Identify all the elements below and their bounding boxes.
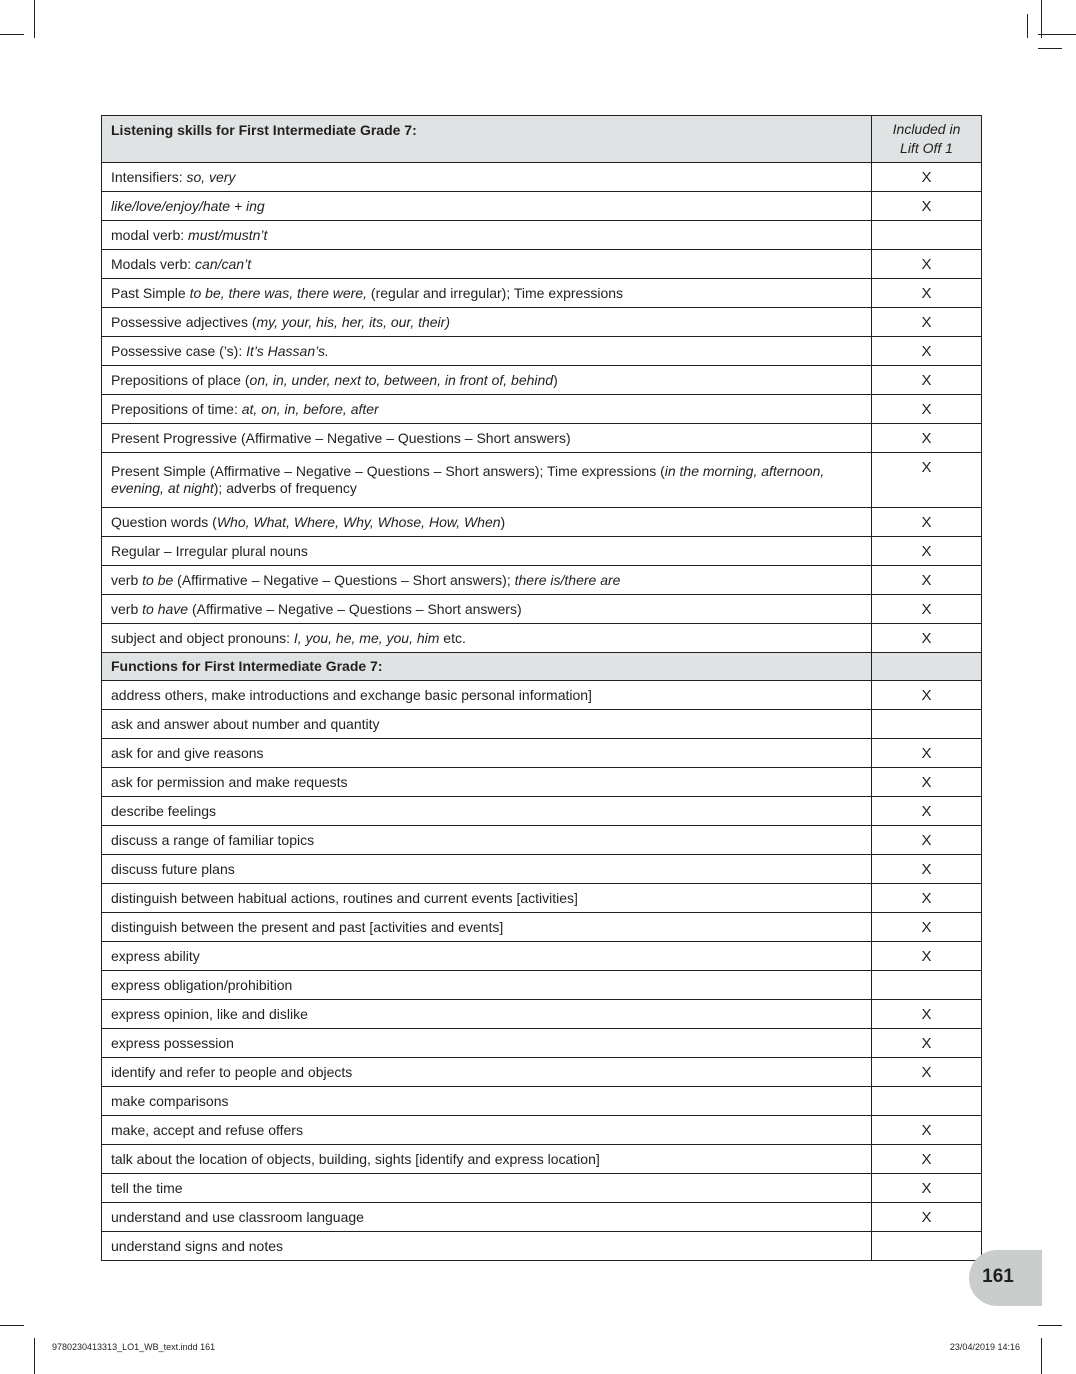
table-row (102, 1058, 982, 1087)
included-mark: X (872, 537, 982, 566)
skill-cell (102, 366, 872, 395)
slug-right: 23/04/2019 14:16 (949, 1342, 1020, 1352)
table-row (102, 1087, 982, 1116)
table-row (102, 913, 982, 942)
included-mark: X (872, 1203, 982, 1232)
listening-skills-heading: Listening skills for First Intermediate Grade 7: (102, 116, 872, 163)
table-row (102, 337, 982, 366)
included-mark: X (872, 739, 982, 768)
skill-cell (102, 537, 872, 566)
table-row (102, 855, 982, 884)
included-mark: X (872, 424, 982, 453)
included-mark: X (872, 624, 982, 653)
table-row (102, 942, 982, 971)
included-mark (872, 710, 982, 739)
function-rows (102, 681, 982, 1261)
skill-cell (102, 566, 872, 595)
table-row (102, 250, 982, 279)
included-mark (872, 971, 982, 1000)
table-row (102, 971, 982, 1000)
skill-cell: understand signs and notes (102, 1232, 872, 1261)
skill-cell: ask for and give reasons (102, 739, 872, 768)
included-mark: X (872, 192, 982, 221)
skill-cell (102, 250, 872, 279)
included-mark (872, 1087, 982, 1116)
table-row (102, 710, 982, 739)
included-mark: X (872, 250, 982, 279)
example-text: there is/there are (514, 571, 621, 588)
example-text: so, very (186, 168, 236, 185)
table-row (102, 508, 982, 537)
table-row (102, 192, 982, 221)
skill-cell: express opinion, like and dislike (102, 1000, 872, 1029)
skill-cell (102, 595, 872, 624)
included-mark: X (872, 1029, 982, 1058)
skill-text: Regular – Irregular plural nouns (111, 542, 308, 559)
skill-text: Prepositions of time: (111, 400, 242, 417)
table-row (102, 681, 982, 710)
table-row (102, 1203, 982, 1232)
page-number: 161 (982, 1266, 1014, 1287)
example-text: to be, there was, there were, (189, 284, 368, 301)
skill-text: ) (500, 513, 506, 530)
skill-text: (Affirmative – Negative – Questions – Short answers) (188, 600, 522, 617)
included-mark: X (872, 566, 982, 595)
included-mark: X (872, 913, 982, 942)
included-mark: X (872, 337, 982, 366)
skill-cell: distinguish between the present and past [activities and events] (102, 913, 872, 942)
table-row (102, 221, 982, 250)
skill-text: Intensifiers: (111, 168, 187, 185)
skill-cell (102, 508, 872, 537)
example-text: to be (142, 571, 174, 588)
skill-text: (regular and irregular); Time expressions (367, 284, 624, 301)
skill-cell (102, 424, 872, 453)
skill-cell: address others, make introductions and exchange basic personal information] (102, 681, 872, 710)
skill-text: Possessive adjectives ( (111, 313, 257, 330)
example-text: on, in, under, next to, between, in front of, behind (249, 371, 554, 388)
table-row (102, 453, 982, 508)
table-row (102, 395, 982, 424)
skill-cell (102, 279, 872, 308)
example-text: like/love/enjoy/hate + ing (111, 197, 265, 214)
table-row (102, 308, 982, 337)
table-row (102, 595, 982, 624)
included-mark: X (872, 595, 982, 624)
table-row (102, 1000, 982, 1029)
included-mark: X (872, 768, 982, 797)
table-row (102, 566, 982, 595)
skill-text: Present Progressive (Affirmative – Negative – Questions – Short answers) (111, 429, 571, 446)
example-text: in the morning, afternoon, evening, at night (111, 463, 825, 496)
crop-mark (1038, 48, 1062, 49)
table-row (102, 424, 982, 453)
example-text: at, on, in, before, after (241, 400, 379, 417)
skill-text: Present Simple (Affirmative – Negative – Questions – Short answers); Time expressions ( (111, 463, 665, 479)
included-mark: X (872, 366, 982, 395)
grammar-rows (102, 163, 982, 653)
skill-cell: tell the time (102, 1174, 872, 1203)
skill-cell: distinguish between habitual actions, routines and current events [activities] (102, 884, 872, 913)
included-mark: X (872, 308, 982, 337)
crop-mark (1027, 14, 1028, 38)
skill-text: verb (111, 571, 143, 588)
table-row (102, 739, 982, 768)
skill-cell: discuss a range of familiar topics (102, 826, 872, 855)
table-row (102, 1116, 982, 1145)
skill-text: modal verb: (111, 226, 189, 243)
included-mark: X (872, 1116, 982, 1145)
table-row (102, 1145, 982, 1174)
included-mark: X (872, 1000, 982, 1029)
crop-mark (1041, 1338, 1042, 1374)
skill-cell: make, accept and refuse offers (102, 1116, 872, 1145)
included-mark: X (872, 1058, 982, 1087)
included-mark: X (872, 163, 982, 192)
skills-table (101, 115, 982, 1261)
example-text: can/can’t (195, 255, 252, 272)
skill-text: verb (111, 600, 143, 617)
crop-mark (34, 1338, 35, 1374)
table-row (102, 1174, 982, 1203)
included-mark: X (872, 681, 982, 710)
table-row (102, 624, 982, 653)
skill-text: Possessive case (’s): (111, 342, 247, 359)
example-text: to have (142, 600, 189, 617)
table-row (102, 768, 982, 797)
crop-mark (1041, 0, 1042, 38)
example-text: must/mustn’t (188, 226, 268, 243)
skill-cell: express obligation/prohibition (102, 971, 872, 1000)
included-mark: X (872, 942, 982, 971)
table-row (102, 537, 982, 566)
crop-mark (0, 34, 24, 35)
skill-text: (Affirmative – Negative – Questions – Short answers); (173, 571, 515, 588)
included-mark (872, 1232, 982, 1261)
crop-mark (34, 0, 35, 38)
functions-heading-blank (872, 653, 982, 681)
skill-cell: express ability (102, 942, 872, 971)
example-text: It’s Hassan’s. (246, 342, 329, 359)
table-row (102, 279, 982, 308)
functions-header-row (102, 653, 982, 681)
included-mark: X (872, 279, 982, 308)
skill-text: Modals verb: (111, 255, 196, 272)
included-mark: X (872, 855, 982, 884)
skill-cell: ask for permission and make requests (102, 768, 872, 797)
example-text: I, you, he, me, you, him (293, 629, 440, 646)
functions-heading: Functions for First Intermediate Grade 7: (102, 653, 872, 681)
skill-text: Question words ( (111, 513, 217, 530)
skill-cell (102, 624, 872, 653)
skill-text: ) (553, 371, 558, 388)
skill-text: ); adverbs of frequency (213, 480, 357, 496)
skill-text: Past Simple (111, 284, 190, 301)
table-row (102, 797, 982, 826)
table-row (102, 826, 982, 855)
slug-left: 9780230413313_LO1_WB_text.indd 161 (52, 1342, 216, 1352)
skill-cell: express possession (102, 1029, 872, 1058)
skill-cell: talk about the location of objects, building, sights [identify and express location] (102, 1145, 872, 1174)
skill-cell (102, 395, 872, 424)
skill-cell (102, 453, 872, 508)
skill-cell: make comparisons (102, 1087, 872, 1116)
table-row (102, 163, 982, 192)
crop-mark (1038, 1325, 1062, 1326)
skill-cell: discuss future plans (102, 855, 872, 884)
included-mark: X (872, 395, 982, 424)
skill-cell: understand and use classroom language (102, 1203, 872, 1232)
included-mark: X (872, 453, 982, 508)
included-mark: X (872, 826, 982, 855)
included-mark (872, 221, 982, 250)
table-row (102, 1232, 982, 1261)
skill-cell (102, 308, 872, 337)
included-mark: X (872, 508, 982, 537)
skill-text: etc. (439, 629, 466, 646)
crop-mark (0, 1325, 24, 1326)
skill-cell: ask and answer about number and quantity (102, 710, 872, 739)
skill-cell (102, 337, 872, 366)
included-mark: X (872, 1174, 982, 1203)
skill-cell (102, 163, 872, 192)
skill-cell: describe feelings (102, 797, 872, 826)
example-text: Who, What, Where, Why, Whose, How, When (216, 513, 501, 530)
example-text: my, your, his, her, its, our, their) (256, 313, 450, 330)
included-mark: X (872, 1145, 982, 1174)
skill-cell (102, 192, 872, 221)
skill-text: Prepositions of place ( (111, 371, 250, 388)
included-mark: X (872, 884, 982, 913)
skill-cell (102, 221, 872, 250)
included-column-heading: Included in Lift Off 1 (872, 116, 982, 163)
included-mark: X (872, 797, 982, 826)
table-row (102, 366, 982, 395)
table-row (102, 884, 982, 913)
table-row (102, 1029, 982, 1058)
crop-mark (1038, 34, 1076, 35)
table-header-row (102, 116, 982, 163)
skill-text: subject and object pronouns: (111, 629, 294, 646)
skill-cell: identify and refer to people and objects (102, 1058, 872, 1087)
